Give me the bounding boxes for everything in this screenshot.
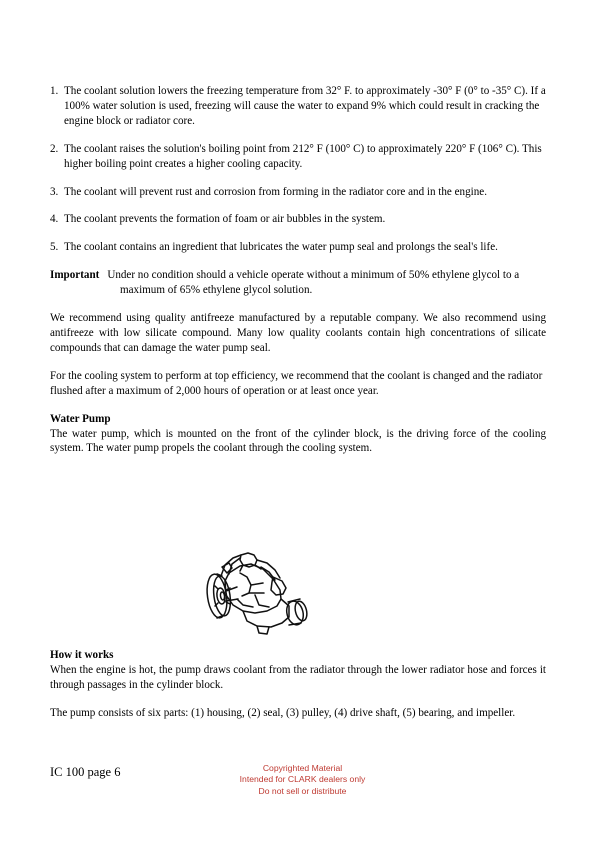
paragraph-parts: The pump consists of six parts: (1) housing, (2) seal, (3) pulley, (4) drive shaft, (5) bearing, and impeller. bbox=[50, 706, 516, 719]
list-item-text: The coolant solution lowers the freezing temperature from 32° F. to approximately -30° F (0° to -35° C). If a 100% water solution is used, freezing will cause the water to expand 9% which could result in cracking the engine block or radiator core. bbox=[64, 85, 546, 127]
copyright-line: Intended for CLARK dealers only bbox=[239, 774, 366, 785]
paragraph-antifreeze: We recommend using quality antifreeze manufactured by a reputable company. We also recommend using antifreeze with low silicate compound. Many low quality coolants contain high concentrations of silicate compounds that can damage the water pump seal. bbox=[50, 312, 546, 354]
list-item bbox=[50, 212, 546, 227]
list-item-text: The coolant contains an ingredient that lubricates the water pump seal and prolongs the seal's life. bbox=[64, 241, 498, 254]
list-item bbox=[50, 185, 546, 200]
footer-page-label: IC 100 page 6 bbox=[50, 765, 121, 779]
list-item bbox=[50, 142, 546, 172]
paragraph-flush: For the cooling system to perform at top efficiency, we recommend that the coolant is changed and the radiator flushed after a maximum of 2,000 hours of operation or at least once year. bbox=[50, 369, 543, 397]
paragraph-water-pump: The water pump, which is mounted on the front of the cylinder block, is the driving force of the cooling system. The water pump propels the coolant through the cooling system. bbox=[50, 427, 546, 455]
important-label: Important bbox=[50, 269, 100, 282]
list-marker: 4. bbox=[50, 213, 59, 226]
coolant-benefits-list bbox=[50, 84, 546, 255]
list-item-text: The coolant raises the solution's boiling point from 212° F (100° C) to approximately 220° F (106° C). This higher boiling point creates a higher cooling capacity. bbox=[64, 142, 542, 170]
main-content bbox=[50, 84, 546, 456]
water-pump-figure bbox=[185, 533, 325, 638]
important-note bbox=[50, 268, 546, 298]
list-item-text: The coolant will prevent rust and corrosion from forming in the radiator core and in the engine. bbox=[64, 185, 487, 198]
how-it-works-heading: How it works bbox=[50, 649, 114, 661]
list-marker: 1. bbox=[50, 85, 59, 97]
paragraph-how-it-works: When the engine is hot, the pump draws coolant from the radiator through the lower radiator hose and forces it through passages in the cylinder block. bbox=[50, 663, 546, 691]
water-pump-heading: Water Pump bbox=[50, 412, 111, 425]
copyright-line: Do not sell or distribute bbox=[258, 785, 347, 796]
list-item bbox=[50, 84, 546, 129]
list-item bbox=[50, 240, 546, 255]
page-footer bbox=[0, 760, 600, 810]
important-text: Under no condition should a vehicle operate without a minimum of 50% ethylene glycol to a maximum of 65% ethylene glycol solution. bbox=[107, 269, 520, 297]
lower-content bbox=[50, 648, 546, 734]
copyright-line: Copyrighted Material bbox=[262, 763, 343, 773]
copyright-notice bbox=[200, 763, 405, 797]
list-marker: 2. bbox=[50, 142, 59, 155]
list-marker: 5. bbox=[50, 241, 59, 254]
list-item-text: The coolant prevents the formation of foam or air bubbles in the system. bbox=[64, 213, 386, 226]
list-marker: 3. bbox=[50, 185, 59, 198]
